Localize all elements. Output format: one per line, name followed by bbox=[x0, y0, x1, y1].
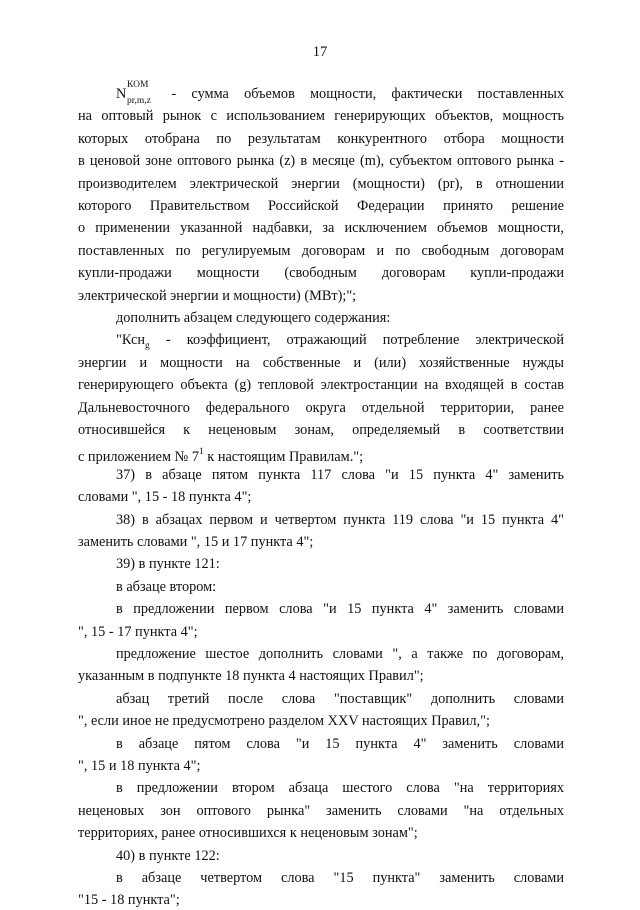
formula-ksn bbox=[121, 332, 150, 352]
text-line-9: купли-продажи мощности (свободным договорам купли-продажи bbox=[78, 265, 564, 282]
text-line-14: генерирующего объекта (g) тепловой электростанции на входящей в состав bbox=[78, 377, 564, 394]
text-line-15: Дальневосточного федерального округа отдельной территории, ранее bbox=[78, 399, 564, 416]
text-line-33: неценовых зон оптового рынка" заменить словами "на отдельных bbox=[78, 802, 564, 819]
formula-n-kom bbox=[116, 80, 151, 106]
text-line-23: в абзаце втором: bbox=[116, 578, 217, 595]
text-line-4: в ценовой зоне оптового рынка (z) в месяце (m), субъектом оптового рынка - bbox=[78, 153, 564, 170]
text-line-3: которых отобрана по результатам конкурентного отбора мощности bbox=[78, 130, 564, 147]
text-line-1 bbox=[116, 80, 564, 106]
text-line-32: в предложении втором абзаца шестого слова "на территориях bbox=[116, 780, 564, 797]
text-line-34: территориях, ранее относившихся к неценовым зонам"; bbox=[78, 825, 418, 842]
text-fragment: - коэффициент, отражающий потребление электрической bbox=[149, 332, 564, 349]
text-line-13: энергии и мощности на собственные и (или) хозяйственные нужды bbox=[78, 354, 564, 371]
text-line-24: в предложении первом слова "и 15 пункта 4" заменить словами bbox=[116, 601, 564, 618]
formula-base: Ксн bbox=[121, 332, 146, 349]
text-line-2: на оптовый рынок с использованием генерирующих объектов, мощность bbox=[78, 108, 564, 125]
text-line-36: в абзаце четвертом слова "15 пункта" заменить словами bbox=[116, 870, 564, 886]
page-number: 17 bbox=[312, 44, 328, 60]
formula-subscript: g bbox=[145, 341, 150, 352]
text-fragment: " bbox=[116, 332, 122, 349]
text-fragment: к настоящим Правилам."; bbox=[203, 449, 364, 466]
text-line-16: относившейся к неценовым зонам, определяемый в соответствии bbox=[78, 422, 564, 438]
text-line-26: предложение шестое дополнить словами ", а также по договорам, bbox=[116, 646, 564, 662]
text-line-27: указанным в подпункте 18 пункта 4 настоящих Правил"; bbox=[78, 668, 424, 685]
formula-subscript: pr,m,z bbox=[127, 96, 151, 106]
formula-superscript: КОМ bbox=[127, 80, 149, 90]
text-line-25: ", 15 - 17 пункта 4"; bbox=[78, 623, 198, 640]
text-line-12 bbox=[116, 330, 564, 350]
text-line-22: 39) в пункте 121: bbox=[116, 556, 220, 573]
text-line-17 bbox=[78, 442, 564, 466]
text-line-19: словами ", 15 - 18 пункта 4"; bbox=[78, 489, 252, 506]
text-line-29: ", если иное не предусмотрено разделом XXV настоящих Правил,"; bbox=[78, 713, 490, 730]
text-line-7: о применении указанной надбавки, за исключением объемов мощности, bbox=[78, 220, 564, 237]
text-line-10: электрической энергии и мощности) (МВт);"; bbox=[78, 287, 357, 304]
text-fragment: с приложением № 7 bbox=[78, 449, 199, 466]
text-line-37: "15 - 18 пункта"; bbox=[78, 892, 180, 909]
text-line-8: поставленных по регулируемым договорам и по свободным договорам bbox=[78, 242, 564, 259]
text-line-35: 40) в пункте 122: bbox=[116, 847, 220, 864]
text-line-11: дополнить абзацем следующего содержания: bbox=[116, 310, 391, 326]
text-line-5: производителем электрической энергии (мощности) (pr), в отношении bbox=[78, 175, 564, 192]
footnote-superscript: 1 bbox=[198, 447, 204, 458]
text-line-20: 38) в абзацах первом и четвертом пункта 119 слова "и 15 пункта 4" bbox=[116, 511, 564, 528]
text-line-31: ", 15 и 18 пункта 4"; bbox=[78, 758, 201, 774]
text-line-6: которого Правительством Российской Федерации принято решение bbox=[78, 198, 564, 214]
formula-base: N bbox=[116, 86, 127, 102]
text-line-30: в абзаце пятом слова "и 15 пункта 4" заменить словами bbox=[116, 735, 564, 752]
text-line-18: 37) в абзаце пятом пункта 117 слова "и 15 пункта 4" заменить bbox=[116, 466, 564, 483]
text-fragment: - сумма объемов мощности, фактически поставленных bbox=[156, 86, 564, 102]
text-line-28: абзац третий после слова "поставщик" дополнить словами bbox=[116, 690, 564, 707]
text-line-21: заменить словами ", 15 и 17 пункта 4"; bbox=[78, 534, 314, 550]
